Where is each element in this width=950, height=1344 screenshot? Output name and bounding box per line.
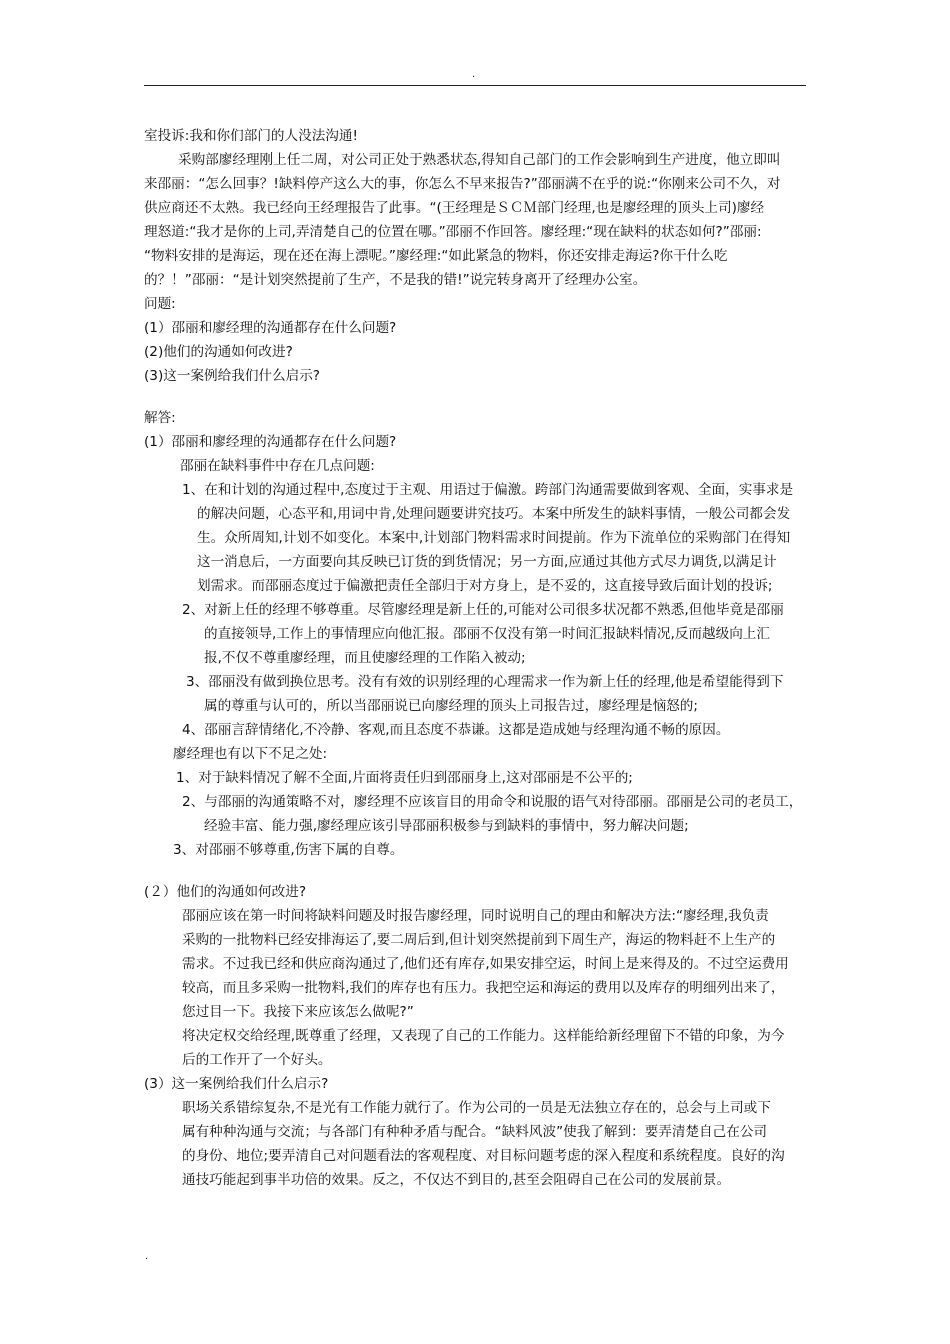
text-line: 通技巧能起到事半功倍的效果。反之，不仅达不到目的,甚至会阻碍自己在公司的发展前景。 [182, 1172, 731, 1188]
text-line: 职场关系错综复杂,不是光有工作能力就行了。作为公司的一员是无法独立存在的，总会与上司或下 [182, 1100, 771, 1116]
text-line: 将决定权交给经理,既尊重了经理，又表现了自己的工作能力。这样能给新经理留下不错的印象，为今 [182, 1028, 785, 1044]
text-line: 的身份、地位;要弄清自己对问题看法的客观程度、对目标问题考虑的深入程度和系统程度。良好的沟 [182, 1148, 785, 1164]
answer-2-heading: (２）他们的沟通如何改进? [144, 884, 307, 900]
list-item: 4、邵丽言辞情绪化,不冷静、客观,而且态度不恭谦。这都是造成她与经理沟通不畅的原因。 [182, 722, 730, 738]
list-item: 2、与邵丽的沟通策略不对，廖经理不应该盲目的用命令和说服的语气对待邵丽。邵丽是公司的老员工， [182, 794, 803, 810]
list-item: 3、对邵丽不够尊重,伤害下属的自尊。 [173, 842, 404, 858]
text-line: 需求。不过我已经和供应商沟通过了,他们还有库存,如果安排空运，时间上是来得及的。不过空运费用 [182, 956, 789, 972]
text-line: 采购部廖经理刚上任二周，对公司正处于熟悉状态,得知自己部门的工作会影响到生产进度，他立即叫 [178, 152, 781, 168]
text-line: 这一消息后，一方面要向其反映已订货的到货情况；另一方面,应通过其他方式尽力调货,以满足计 [197, 554, 777, 570]
text-line: 的？！”邵丽：“是计划突然提前了生产，不是我的错!”说完转身离开了经理办公室。 [144, 272, 647, 288]
text-line: 供应商还不太熟。我已经向王经理报告了此事。“(王经理是ＳＣＭ部门经理,也是廖经理的顶头上司)廖经 [144, 200, 765, 216]
text-line: 的直接领导,工作上的事情理应向他汇报。邵丽不仅没有第一时间汇报缺料情况,反而越级向上汇 [204, 626, 770, 642]
text-line: 您过目一下。我接下来应该怎么做呢?” [182, 1004, 414, 1020]
text-line: 理怒道:“我才是你的上司,弄清楚自己的位置在哪。”邵丽不作回答。廖经理:“现在缺料的状态如何?”邵丽: [144, 224, 762, 240]
answer-1-heading: (1）邵丽和廖经理的沟通都存在什么问题? [144, 434, 397, 450]
text-line: 属的尊重与认可的，所以当邵丽说已向廖经理的顶头上司报告过，廖经理是恼怒的; [204, 698, 698, 714]
questions-heading: 问题: [144, 296, 176, 312]
answer-3-heading: (3）这一案例给我们什么启示? [144, 1076, 329, 1092]
text-line: 邵丽应该在第一时间将缺料问题及时报告廖经理，同时说明自己的理由和解决方法:“廖经理,我负责 [182, 908, 769, 924]
text-line: 划需求。而邵丽态度过于偏激把责任全部归于对方身上，是不妥的，这直接导致后面计划的投诉; [197, 578, 773, 594]
text-line: 报,不仅不尊重廖经理，而且使廖经理的工作陷入被动; [204, 650, 526, 666]
question-2: (2)他们的沟通如何改进? [144, 344, 293, 360]
list-item: 1、在和计划的沟通过程中,态度过于主观、用语过于偏激。跨部门沟通需要做到客观、全面，实事求是 [182, 482, 794, 498]
text-line: 较高，而且多采购一批物料,我们的库存也有压力。我把空运和海运的费用以及库存的明细列出来了， [182, 980, 785, 996]
text-line: 属有种种沟通与交流；与各部门有种种矛盾与配合。“缺料风波”使我了解到：要弄清楚自己在公司 [182, 1124, 768, 1140]
text-line: 后的工作开了一个好头。 [182, 1052, 332, 1068]
list-item: 3、邵丽没有做到换位思考。没有有效的识别经理的心理需求一作为新上任的经理,他是希望能得到下 [186, 674, 784, 690]
answers-heading: 解答: [144, 410, 176, 426]
question-3: (3)这一案例给我们什么启示? [144, 368, 321, 384]
header-rule [144, 85, 806, 86]
text-line: 生。众所周知,计划不如变化。本案中,计划部门物料需求时间提前。作为下流单位的采购部门在得知 [197, 530, 791, 546]
text-line: 的解决问题，心态平和,用词中肯,处理问题要讲究技巧。本案中所发生的缺料事情，一般公司都会发 [197, 506, 791, 522]
text-line: 室投诉:我和你们部门的人没法沟通! [144, 128, 358, 144]
text-line: 采购的一批物料已经安排海运了,要二周后到,但计划突然提前到下周生产，海运的物料赶不上生产的 [182, 932, 776, 948]
text-line: “物料安排的是海运，现在还在海上漂呢。”廖经理:“如此紧急的物料，你还安排走海运?你干什么吃 [144, 248, 728, 264]
text-line: 廖经理也有以下不足之处: [173, 746, 328, 762]
question-1: (1）邵丽和廖经理的沟通都存在什么问题? [144, 320, 397, 336]
text-line: 邵丽在缺料事件中存在几点问题: [180, 458, 375, 474]
text-line: 来邵丽：“怎么回事？!缺料停产这么大的事，你怎么不早来报告?”邵丽满不在乎的说:“你刚来公司不久，对 [144, 176, 781, 192]
list-item: 1、对于缺料情况了解不全面,片面将责任归到邵丽身上,这对邵丽是不公平的; [176, 770, 633, 786]
footer-mark: . [145, 1251, 149, 1262]
header-mark: . [472, 69, 476, 80]
text-line: 经验丰富、能力强,廖经理应该引导邵丽积极参与到缺料的事情中，努力解决问题; [204, 818, 689, 834]
list-item: 2、对新上任的经理不够尊重。尽管廖经理是新上任的,可能对公司很多状况都不熟悉,但他毕竟是邵丽 [182, 602, 784, 618]
